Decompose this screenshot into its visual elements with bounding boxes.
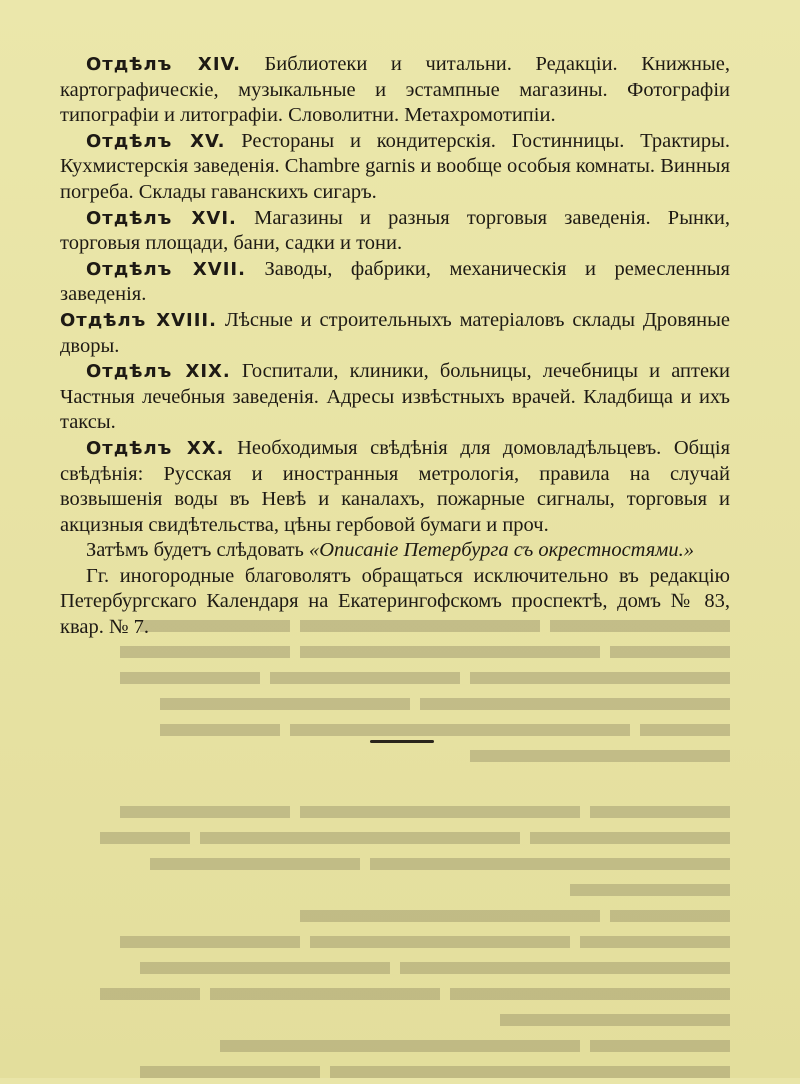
section-text: Рестораны и кондитерскія. Гостинницы. Трактиры. Кухмистерскія заведенія. Chambre garnis и вообще особыя комнаты. Винныя погреба. Склады гаванскихъ сигаръ. (60, 129, 730, 203)
section-text: Лѣсные и строительныхъ матеріаловъ склады Дровяные дворы. (60, 308, 730, 357)
section-paragraph (60, 257, 730, 308)
section-heading: Отдѣлъ XVIII. (60, 309, 217, 331)
bleed-through-text (70, 612, 730, 1084)
section-text: Госпитали, клиники, больницы, лечебницы и аптеки Частныя лечебныя заведенія. Адресы извѣстныхъ врачей. Кладбища и ихъ таксы. (60, 360, 730, 434)
closing-prefix: Затѣмъ будетъ слѣдовать (86, 539, 309, 562)
section-paragraph (60, 52, 730, 129)
closing-paragraph (60, 538, 730, 564)
closing-title: «Описаніе Петербурга съ окрестностями.» (309, 539, 694, 562)
section-text: Необходимыя свѣдѣнія для домовладѣльцевъ. Общія свѣдѣнія: Русская и иностранныя метрологія, правила на случай возвышенія воды въ Невѣ и каналахъ, пожарные сигналы, торговыя и акцизныя свидѣтельства, цѣны гербовой бумаги и проч. (60, 436, 730, 536)
section-paragraph (60, 436, 730, 538)
section-paragraph (60, 206, 730, 257)
section-heading: Отдѣлъ XV. (86, 130, 226, 152)
section-text: Магазины и разныя торговыя заведенія. Рынки, торговыя площади, бани, садки и тони. (60, 206, 730, 255)
section-paragraph (60, 308, 730, 359)
section-heading: Отдѣлъ XX. (86, 437, 225, 459)
section-text: Заводы, фабрики, механическія и ремесленныя заведенія. (60, 257, 730, 306)
section-heading: Отдѣлъ XVI. (86, 207, 237, 229)
divider-ornament (370, 740, 434, 743)
notice-paragraph: Гг. иногородные благоволятъ обращаться исключительно въ редакцію Петербургскаго Календаря на Екатерингофскомъ проспектѣ, домъ № 83, квар. № 7. (60, 564, 730, 639)
section-heading: Отдѣлъ XVII. (86, 258, 246, 280)
section-text: Библиотеки и читальни. Редакціи. Книжные, картографическіе, музыкальные и эстампные магазины. Фотографіи типографіи и литографіи. Словолитни. Метахромотипіи. (60, 53, 730, 127)
main-text (60, 52, 730, 641)
section-paragraph (60, 359, 730, 436)
section-paragraph (60, 129, 730, 206)
section-heading: Отдѣлъ XIV. (86, 54, 241, 75)
section-heading: Отдѣлъ XIX. (86, 361, 231, 383)
